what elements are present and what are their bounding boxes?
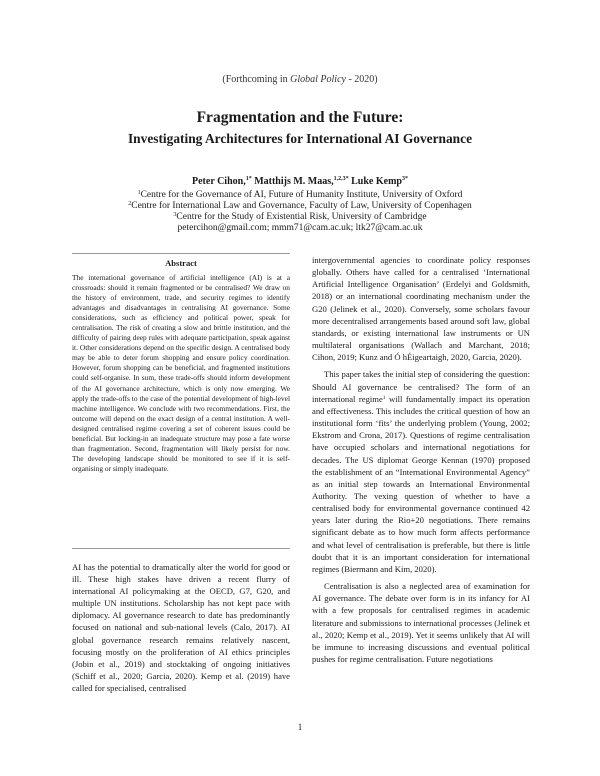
paragraph-text: will fundamentally impact its operation and effectiveness. This includes the critical question of how an institutional form ‘fits’ the underlying problem (Young, 2002; Ekstrom and Crona, 2017). Questions of regime centralisation have occupied scholars and international negotiations for decades. The US diplomat George Kennan (1970) proposed the establishment of an “International Environmental Agency” as an initial step towards an International Environmental Authority. The vexing question of whether to have a centralised body for environmental governance continued 42 years later during the Rio+20 negotiations. There remains significant debate as to how much form affects performance and what level of centralisation is preferable, but there is little doubt that it is an important consideration for international regimes (Biermann and Kim, 2020).	[312, 393, 530, 574]
affiliation-mark: 1	[137, 190, 141, 196]
author-emails: petercihon@gmail.com; mmm71@cam.ac.uk; ltk27@cam.ac.uk	[177, 223, 423, 233]
author-marks: 1*	[245, 176, 252, 182]
abstract-heading: Abstract	[165, 258, 197, 268]
paper-title: Fragmentation and the Future:	[196, 109, 404, 126]
journal-name: Global Policy	[290, 74, 346, 85]
affiliation-text: Centre for the Study of Existential Risk, University of Cambridge	[176, 212, 427, 222]
author-name: Luke Kemp	[351, 176, 402, 187]
affiliation-mark: 2	[128, 201, 132, 207]
affiliation-text: Centre for International Law and Governance, Faculty of Law, University of Copenhagen	[131, 201, 472, 211]
author-name: Peter Cihon,	[192, 176, 246, 187]
body-paragraph: intergovernmental agencies to coordinate policy responses globally. Others have called for a centralised ‘International Artificial Intelligence Organisation’ (Erdelyi and Goldsmith, 2018) or an international coordinating mechanism under the G20 (Jelinek et al., 2020). Conversely, some scholars favour more decentralised arrangements based around soft law, global standards, or existing international law instruments or UN multilateral organisations (Wallach and Marchant, 2018; Cihon, 2019; Kunz and Ó hÉigeartaigh, 2020, Garcia, 2020).	[312, 255, 530, 363]
body-paragraph: Centralisation is also a neglected area of examination for AI governance. The debate over form is in its infancy for AI with a few proposals for centralised regimes in academic literature and submissions to international processes (Jelinek et al., 2020; Kemp et al., 2019). Yet it seems unlikely that AI will be immune to increasing discussions and eventual political pushes for regime centralisation. Future negotiations	[312, 581, 530, 664]
abstract-text: The international governance of artificial intelligence (AI) is at a crossroads: should it remain fragmented or be centralised? We draw on the history of environment, trade, and security regimes to identify advantages and disadvantages in centralising AI governance. Some considerations, such as efficiency and political power, speak for centralisation. The risk of creating a slow and brittle institution, and the difficulty of pairing deep rules with adequate participation, speak against it. Other considerations depend on the specific design. A centralised body may be able to deter forum shopping and ensure policy coordination. However, forum shopping can be beneficial, and fragmented institutions could self-organise. In sum, these trade-offs should inform development of the AI governance architecture, which is only now emerging. We apply the trade-offs to the case of the potential development of high-level machine intelligence. We conclude with two recommendations. First, the outcome will depend on the exact design of a central institution. A well-designed centralised regime covering a set of coherent issues could be beneficial. But locking-in an inadequate structure may pose a fate worse than fragmentation. Second, fragmentation will likely persist for now. The developing landscape should be monitored to see if it is self-organising or simply inadequate.	[72, 273, 290, 473]
body-paragraph	[312, 368, 530, 575]
affiliation	[0, 190, 600, 200]
author-name: Matthijs M. Maas,	[254, 176, 334, 187]
affiliation	[0, 201, 600, 211]
paper-subtitle: Investigating Architectures for International AI Governance	[127, 131, 473, 146]
affiliation	[0, 212, 600, 222]
right-column	[312, 254, 530, 665]
paragraph-text: This paper takes the initial step of considering the question: Should AI governance be centralised? The form of an international regime	[312, 369, 530, 404]
intro-paragraph: AI has the potential to dramatically alter the world for good or ill. These high stakes have driven a recent flurry of international AI policymaking at the OECD, G7, G20, and multiple UN institutions. Scholarship has not kept pace with diplomacy. AI governance research to date has predominantly focused on national and sub-national levels (Calo, 2017). AI global governance research remains relatively nascent, focusing mostly on the proliferation of AI ethics principles (Jobin et al., 2019) and stocktaking of ongoing initiatives (Schiff et al., 2020; Garcia, 2020). Kemp et al. (2019) have called for specialised, centralised	[72, 562, 290, 693]
forthcoming-note	[0, 74, 600, 85]
page-number: 1	[297, 722, 303, 732]
affiliation-text: Centre for the Governance of AI, Future of Humanity Institute, University of Oxford	[140, 190, 463, 200]
author-list	[0, 176, 600, 187]
forthcoming-suffix: - 2020)	[345, 74, 378, 85]
author-marks: 3*	[401, 176, 408, 182]
affiliation-mark: 3	[173, 212, 177, 218]
forthcoming-prefix: (Forthcoming in	[222, 74, 291, 85]
footnote-marker[interactable]: 1	[382, 394, 386, 401]
author-marks: 1,2,3*	[333, 176, 349, 182]
